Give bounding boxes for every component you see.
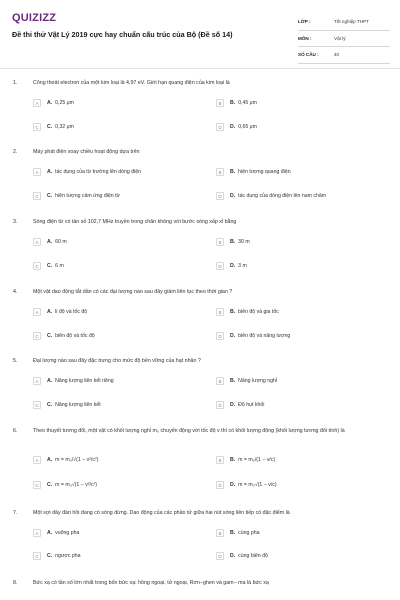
option-text: Năng lượng liên kết xyxy=(55,402,101,408)
option-text: 0,65 μm xyxy=(238,124,257,130)
option-letter-box: C xyxy=(33,262,41,270)
option-b[interactable]: B B. hiện tượng quang điện xyxy=(216,166,291,178)
option-text: biên độ và năng lượng xyxy=(238,333,291,339)
option-text: 0,32 μm xyxy=(55,124,74,130)
option-c[interactable]: C C. Năng lượng liên kết xyxy=(33,399,101,411)
option-d[interactable]: D D. tác dụng của dòng điện lên nam châm xyxy=(216,190,326,202)
option-letter-box: D xyxy=(216,401,224,409)
option-text: hiện tượng cảm ứng điện từ xyxy=(55,193,121,199)
option-text: tác dụng của từ trường lên dòng điện xyxy=(55,169,142,175)
option-d[interactable]: D D. m = m₀√(1 − v/c) xyxy=(216,479,277,491)
option-text: biên độ và gia tốc xyxy=(238,309,279,315)
option-letter-box: A xyxy=(33,168,41,176)
option-text: vuông pha xyxy=(55,530,80,536)
worksheet-meta xyxy=(298,14,390,64)
option-letter-box: C xyxy=(33,481,41,489)
question-text: Theo thuyết tương đối, một vật có khối lượng nghỉ m₀ chuyển động với tốc độ v thì có khối lượng động (khối lượng tương đối tính) là xyxy=(33,428,345,434)
option-text: Độ hụt khối xyxy=(238,402,265,408)
option-letter-box: A xyxy=(33,308,41,316)
option-letter-box: D xyxy=(216,192,224,200)
option-text: 6 m xyxy=(55,263,64,269)
question-number: 7. xyxy=(13,510,18,516)
option-b[interactable]: B B. Năng lượng nghỉ xyxy=(216,375,277,387)
question-text: Công thoát electron của một kim loại là 4,97 eV. Giới hạn quang điện của kim loại là xyxy=(33,80,230,86)
option-letter-box: A xyxy=(33,377,41,385)
quizizz-logo: QUIZIZZ xyxy=(12,12,57,24)
header-divider xyxy=(0,68,400,69)
option-text: 0,25 μm xyxy=(55,100,74,106)
option-text: hiện tượng quang điện xyxy=(238,169,291,175)
meta-value: Vật lý xyxy=(334,35,346,41)
question-number: 3. xyxy=(13,219,18,225)
option-a[interactable]: A A. Năng lượng liên kết riêng xyxy=(33,375,114,387)
option-letter-box: C xyxy=(33,192,41,200)
option-letter-box: D xyxy=(216,481,224,489)
question-number: 4. xyxy=(13,289,18,295)
option-letter-box: C xyxy=(33,401,41,409)
question-number: 8. xyxy=(13,580,18,586)
question-number: 1. xyxy=(13,80,18,86)
question-text: Bức xạ có tần số lớn nhất trong bốn bức xạ: hồng ngoại, tử ngoại, Rơn−ghen và gam− ma là bức xạ xyxy=(33,580,269,586)
option-c[interactable]: C C. 0,32 μm xyxy=(33,121,74,133)
option-text: cùng biên độ xyxy=(238,553,268,559)
option-text: 3 m xyxy=(238,263,247,269)
option-letter-box: D xyxy=(216,262,224,270)
meta-row-class xyxy=(298,14,390,31)
option-d[interactable]: D D. cùng biên độ xyxy=(216,550,268,562)
meta-value: Tốt nghiệp THPT xyxy=(334,19,369,25)
question-text: Đại lượng nào sau đây đặc trưng cho mức độ bền vững của hạt nhân ? xyxy=(33,358,201,364)
option-text: 0,45 μm xyxy=(238,100,257,106)
question-text: Một sợi dây đàn hồi đang có sóng dừng. Dao động của các phần tử giữa hai nút sóng liên tiếp có đặc điểm là xyxy=(33,510,290,516)
option-letter-box: D xyxy=(216,123,224,131)
meta-key: LỚP : xyxy=(298,19,311,25)
option-letter-box: D xyxy=(216,552,224,560)
option-text: m = m₀/(1 − v/c) xyxy=(238,457,276,463)
option-d[interactable]: D D. Độ hụt khối xyxy=(216,399,264,411)
question-text: Sóng điện từ có tần số 102,7 MHz truyền trong chân không với bước sóng xấp xỉ bằng xyxy=(33,219,237,225)
option-letter-box: B xyxy=(216,308,224,316)
option-letter-box: C xyxy=(33,332,41,340)
option-a[interactable]: A A. li độ và tốc độ xyxy=(33,306,87,318)
option-letter-box: D xyxy=(216,332,224,340)
option-letter-box: C xyxy=(33,123,41,131)
meta-key: MÔN : xyxy=(298,35,312,41)
question-number: 5. xyxy=(13,358,18,364)
option-d[interactable]: D D. biên độ và năng lượng xyxy=(216,330,290,342)
option-text: m = m₀/√(1 − v²/c²) xyxy=(55,457,99,463)
option-c[interactable]: C C. m = m₀√(1 − v²/c²) xyxy=(33,479,97,491)
option-letter-box: B xyxy=(216,238,224,246)
option-c[interactable]: C C. biên độ và tốc độ xyxy=(33,330,95,342)
option-letter-box: A xyxy=(33,238,41,246)
worksheet-title: Đề thi thử Vật Lý 2019 cực hay chuẩn cấu trúc của Bộ (Đề số 14) xyxy=(12,30,233,39)
option-b[interactable]: B B. cùng pha xyxy=(216,527,260,539)
option-letter-box: A xyxy=(33,99,41,107)
option-c[interactable]: C C. hiện tượng cảm ứng điện từ xyxy=(33,190,120,202)
option-letter-box: B xyxy=(216,456,224,464)
option-text: li độ và tốc độ xyxy=(55,309,88,315)
option-a[interactable]: A A. 60 m xyxy=(33,236,67,248)
question-number: 6. xyxy=(13,428,18,434)
option-d[interactable]: D D. 3 m xyxy=(216,260,247,272)
option-text: tác dụng của dòng điện lên nam châm xyxy=(238,193,327,199)
option-a[interactable]: A A. vuông pha xyxy=(33,527,79,539)
option-text: biên độ và tốc độ xyxy=(55,333,95,339)
option-letter-box: B xyxy=(216,168,224,176)
option-letter-box: B xyxy=(216,99,224,107)
option-d[interactable]: D D. 0,65 μm xyxy=(216,121,257,133)
option-text: m = m₀√(1 − v²/c²) xyxy=(55,482,98,488)
option-a[interactable]: A A. m = m₀/√(1 − v²/c²) xyxy=(33,454,98,466)
option-letter-box: A xyxy=(33,529,41,537)
option-b[interactable]: B B. 30 m xyxy=(216,236,250,248)
meta-row-count xyxy=(298,47,390,64)
worksheet-header xyxy=(0,0,400,66)
option-text: Năng lượng liên kết riêng xyxy=(55,378,114,384)
question-number: 2. xyxy=(13,149,18,155)
meta-value: 40 xyxy=(334,52,340,58)
option-a[interactable]: A A. 0,25 μm xyxy=(33,97,74,109)
option-text: 30 m xyxy=(238,239,250,245)
option-text: cùng pha xyxy=(238,530,260,536)
question-text: Máy phát điện xoay chiều hoạt động dựa trên xyxy=(33,149,140,155)
option-c[interactable]: C C. ngược pha xyxy=(33,550,80,562)
option-text: Năng lượng nghỉ xyxy=(238,378,278,384)
option-b[interactable]: B B. 0,45 μm xyxy=(216,97,257,109)
option-text: ngược pha xyxy=(55,553,81,559)
option-text: 60 m xyxy=(55,239,67,245)
meta-key: SỐ CÂU : xyxy=(298,52,319,58)
option-b[interactable]: B B. m = m₀/(1 − v/c) xyxy=(216,454,275,466)
question-text: Một vật dao động tắt dần có các đại lượng nào sau đây giảm liên tục theo thời gian ? xyxy=(33,289,233,295)
option-letter-box: B xyxy=(216,377,224,385)
option-letter-box: B xyxy=(216,529,224,537)
option-text: m = m₀√(1 − v/c) xyxy=(238,482,277,488)
option-b[interactable]: B B. biên độ và gia tốc xyxy=(216,306,279,318)
meta-row-subject xyxy=(298,31,390,48)
option-letter-box: C xyxy=(33,552,41,560)
option-c[interactable]: C C. 6 m xyxy=(33,260,64,272)
option-a[interactable]: A A. tác dụng của từ trường lên dòng điện xyxy=(33,166,141,178)
option-letter-box: A xyxy=(33,456,41,464)
